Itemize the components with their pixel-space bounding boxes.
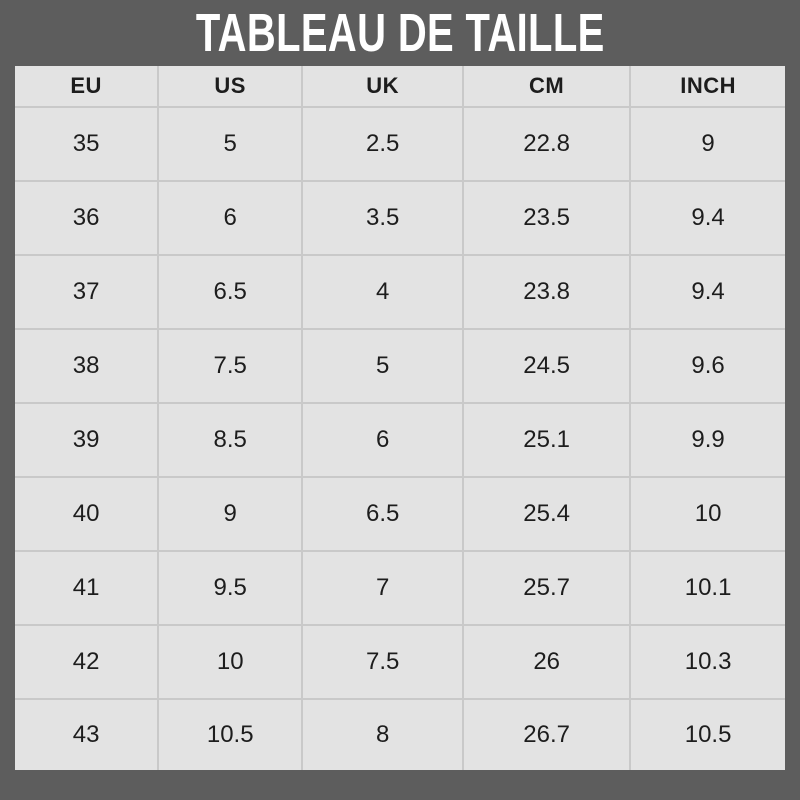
size-cell: 25.4: [463, 477, 630, 551]
size-cell: 6.5: [302, 477, 463, 551]
size-cell: 10: [158, 625, 302, 699]
size-cell: 3.5: [302, 181, 463, 255]
column-header: UK: [302, 66, 463, 107]
size-cell: 41: [15, 551, 158, 625]
size-cell: 9.6: [630, 329, 785, 403]
table-row: [15, 551, 785, 625]
size-cell: 6: [158, 181, 302, 255]
size-cell: 10: [630, 477, 785, 551]
size-table: [15, 66, 785, 770]
table-row: [15, 107, 785, 181]
size-cell: 36: [15, 181, 158, 255]
size-cell: 9: [158, 477, 302, 551]
size-cell: 35: [15, 107, 158, 181]
size-cell: 2.5: [302, 107, 463, 181]
size-cell: 38: [15, 329, 158, 403]
size-table-head: [15, 66, 785, 107]
size-cell: 23.8: [463, 255, 630, 329]
column-header: EU: [15, 66, 158, 107]
size-cell: 22.8: [463, 107, 630, 181]
size-cell: 26.7: [463, 699, 630, 771]
table-row: [15, 329, 785, 403]
size-cell: 8.5: [158, 403, 302, 477]
table-row: [15, 699, 785, 771]
size-cell: 7.5: [302, 625, 463, 699]
size-cell: 10.3: [630, 625, 785, 699]
size-cell: 7.5: [158, 329, 302, 403]
header-row: [15, 66, 785, 107]
table-row: [15, 181, 785, 255]
size-cell: 5: [302, 329, 463, 403]
size-cell: 42: [15, 625, 158, 699]
size-cell: 9: [630, 107, 785, 181]
size-cell: 37: [15, 255, 158, 329]
column-header: INCH: [630, 66, 785, 107]
size-cell: 10.1: [630, 551, 785, 625]
size-cell: 9.9: [630, 403, 785, 477]
page-title: [0, 0, 800, 66]
size-cell: 9.5: [158, 551, 302, 625]
table-row: [15, 255, 785, 329]
size-cell: 9.4: [630, 181, 785, 255]
table-row: [15, 625, 785, 699]
size-cell: 5: [158, 107, 302, 181]
size-table-body: [15, 107, 785, 770]
size-cell: 23.5: [463, 181, 630, 255]
size-cell: 4: [302, 255, 463, 329]
column-header: CM: [463, 66, 630, 107]
size-cell: 9.4: [630, 255, 785, 329]
page-title-text: TABLEAU DE TAILLE: [195, 3, 605, 63]
size-cell: 39: [15, 403, 158, 477]
table-row: [15, 403, 785, 477]
size-cell: 43: [15, 699, 158, 771]
column-header: US: [158, 66, 302, 107]
size-cell: 40: [15, 477, 158, 551]
size-cell: 6: [302, 403, 463, 477]
size-cell: 10.5: [630, 699, 785, 771]
size-cell: 7: [302, 551, 463, 625]
table-row: [15, 477, 785, 551]
size-cell: 26: [463, 625, 630, 699]
size-cell: 8: [302, 699, 463, 771]
size-cell: 6.5: [158, 255, 302, 329]
size-cell: 25.7: [463, 551, 630, 625]
size-cell: 25.1: [463, 403, 630, 477]
size-cell: 24.5: [463, 329, 630, 403]
size-cell: 10.5: [158, 699, 302, 771]
